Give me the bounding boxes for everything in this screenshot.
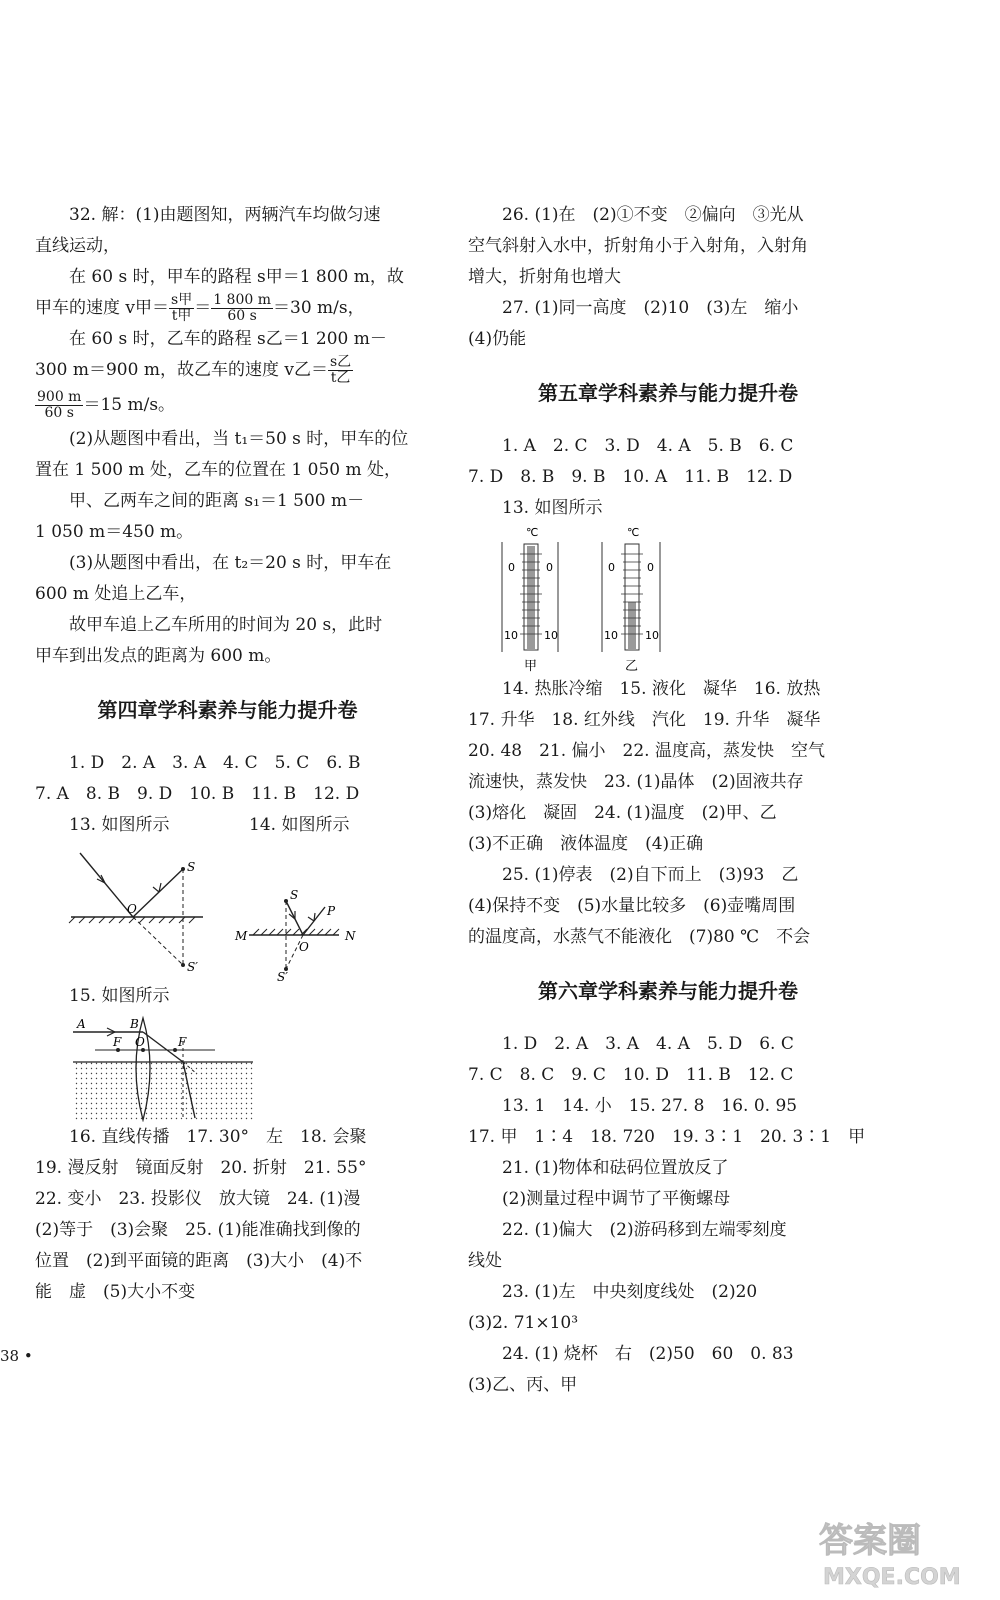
q32-line-12: (3)从题图中看出，在 t₂＝20 s 时，甲车在	[69, 553, 392, 573]
left-column	[35, 200, 420, 1308]
svg-text:P: P	[327, 904, 336, 918]
svg-text:S: S	[187, 860, 196, 874]
thermometer-jia	[502, 526, 558, 674]
fraction-s-over-t-jia: $\frac{\text{s甲}}{\text{t甲}}$	[171, 292, 193, 324]
ch4-answers-row-1: 1. D 2. A 3. A 4. C 5. C 6. B	[69, 753, 361, 773]
ch4-answers-line-6: 能 虚 (5)大小不变	[35, 1282, 196, 1302]
fraction-1800-over-60: $\frac{1 800 m}{60 s}$	[213, 292, 272, 324]
q32-line-6: 300 m＝900 m，故乙车的速度 v乙＝ $\frac{\text{s乙}}{\text{t乙}}$	[35, 354, 352, 386]
watermark-logo	[815, 1512, 985, 1592]
ch5-answers-row-1: 1. A 2. C 3. D 4. A 5. B 6. C	[502, 436, 794, 456]
q32-line-3: 在 60 s 时，甲车的路程 s甲＝1 800 m，故	[69, 267, 404, 287]
ch5-caption-13: 13. 如图所示	[502, 498, 603, 518]
thermometer-yi	[602, 526, 660, 674]
svg-text:0: 0	[508, 561, 515, 574]
q32-line-7: $\frac{900 m}{60 s}$ ＝15 m/s。	[37, 389, 176, 421]
svg-text:℃: ℃	[627, 526, 640, 539]
svg-text:乙: 乙	[625, 659, 639, 674]
q26-line-1: 26. (1)在 (2)①不变 ②偏向 ③光从	[502, 205, 804, 225]
ch6-q22-line-2: 线处	[468, 1251, 502, 1271]
ch5-answers-line-1: 14. 热胀冷缩 15. 液化 凝华 16. 放热	[502, 679, 821, 699]
svg-text:甲: 甲	[524, 659, 538, 674]
page-number: 38 •	[0, 1347, 33, 1365]
ch5-answers-line-3: 20. 48 21. 偏小 22. 温度高，蒸发快 空气	[468, 741, 825, 761]
svg-text:O: O	[127, 902, 137, 916]
ch6-answers-row-4: 17. 甲 1∶4 18. 720 19. 3∶1 20. 3∶1 甲	[468, 1127, 866, 1147]
q32-line-9: 置在 1 500 m 处，乙车的位置在 1 050 m 处，	[35, 460, 401, 480]
figure-13-reflection	[35, 841, 215, 981]
q27-line-1: 27. (1)同一高度 (2)10 (3)左 缩小	[502, 298, 799, 318]
q32-line-1: 32. 解：(1)由题图知，两辆汽车均做匀速	[69, 205, 381, 225]
ch6-q21-line-1: 21. (1)物体和砝码位置放反了	[502, 1158, 729, 1178]
svg-text:0: 0	[546, 561, 553, 574]
ch4-caption-14: 14. 如图所示	[249, 815, 350, 835]
ch6-q24-line-1: 24. (1) 烧杯 右 (2)50 60 0. 83	[502, 1344, 794, 1364]
ch6-q21-line-2: (2)测量过程中调节了平衡螺母	[502, 1189, 731, 1209]
q27-line-2: (4)仍能	[468, 329, 527, 349]
ch5-answers-line-9: 的温度高，水蒸气不能液化 (7)80 ℃ 不会	[468, 927, 811, 947]
q32-line-4: 甲车的速度 v甲＝ $\frac{\text{s甲}}{\text{t甲}}$ ＝ $\frac{1 800 m}{60 s}$ ＝30 m/s，	[35, 292, 365, 324]
figure-15-lens-refraction	[35, 1012, 265, 1122]
svg-text:B: B	[130, 1017, 139, 1031]
ch4-answers-line-5: 位置 (2)到平面镜的距离 (3)大小 (4)不	[35, 1251, 363, 1271]
svg-text:0: 0	[647, 561, 654, 574]
right-column	[468, 200, 868, 1401]
svg-text:F: F	[178, 1035, 187, 1049]
q32-line-14: 故甲车追上乙车所用的时间为 20 s，此时	[69, 615, 383, 635]
q26-line-3: 增大，折射角也增大	[468, 267, 621, 287]
q32-line-2: 直线运动，	[35, 236, 120, 256]
ch4-answers-line-2: 19. 漫反射 镜面反射 20. 折射 21. 55°	[35, 1158, 367, 1178]
q32-line-10: 甲、乙两车之间的距离 s₁＝1 500 m－	[69, 491, 365, 511]
ch5-answers-row-2: 7. D 8. B 9. B 10. A 11. B 12. D	[468, 467, 793, 487]
fraction-900-over-60: $\frac{900 m}{60 s}$	[37, 389, 82, 421]
svg-text:S′: S′	[277, 970, 288, 981]
ch5-answers-line-6: (3)不正确 液体温度 (4)正确	[468, 834, 704, 854]
q32-line-13: 600 m 处追上乙车，	[35, 584, 197, 604]
q32-line-11: 1 050 m＝450 m。	[35, 522, 194, 542]
ch4-answers-line-3: 22. 变小 23. 投影仪 放大镜 24. (1)漫	[35, 1189, 361, 1209]
svg-text:10: 10	[645, 629, 659, 642]
svg-text:N: N	[345, 929, 356, 943]
svg-text:O: O	[135, 1035, 145, 1049]
svg-text:℃: ℃	[526, 526, 539, 539]
svg-text:10: 10	[604, 629, 618, 642]
q32-line-5: 在 60 s 时，乙车的路程 s乙＝1 200 m－	[69, 329, 387, 349]
ch6-answers-row-2: 7. C 8. C 9. C 10. D 11. B 12. C	[468, 1065, 794, 1085]
svg-text:10: 10	[544, 629, 558, 642]
ch5-answers-line-2: 17. 升华 18. 红外线 汽化 19. 升华 凝华	[468, 710, 821, 730]
figure-13-thermometers	[468, 524, 708, 674]
svg-text:S: S	[290, 888, 299, 902]
ch6-answers-row-3: 13. 1 14. 小 15. 27. 8 16. 0. 95	[502, 1096, 798, 1116]
ch4-caption-15: 15. 如图所示	[69, 986, 170, 1006]
ch6-q24-line-2: (3)乙、丙、甲	[468, 1375, 578, 1395]
ch6-answers-row-1: 1. D 2. A 3. A 4. A 5. D 6. C	[502, 1034, 794, 1054]
svg-text:10: 10	[504, 629, 518, 642]
ch5-answers-line-5: (3)熔化 凝固 24. (1)温度 (2)甲、乙	[468, 803, 777, 823]
ch6-q22-line-1: 22. (1)偏大 (2)游码移到左端零刻度	[502, 1220, 787, 1240]
ch6-q23-line-1: 23. (1)左 中央刻度线处 (2)20	[502, 1282, 758, 1302]
svg-text:0: 0	[608, 561, 615, 574]
svg-text:F: F	[113, 1035, 122, 1049]
q32-line-8: (2)从题图中看出，当 t₁＝50 s 时，甲车的位	[69, 429, 409, 449]
ch6-q23-line-2: (3)2. 71×10³	[468, 1313, 579, 1333]
chapter-4-title: 第四章学科素养与能力提升卷	[97, 698, 358, 722]
chapter-6-title: 第六章学科素养与能力提升卷	[538, 979, 798, 1003]
svg-text:O: O	[299, 940, 309, 954]
svg-text:S′: S′	[187, 960, 198, 974]
svg-text:M: M	[235, 929, 248, 943]
ch4-caption-13: 13. 如图所示	[69, 815, 170, 835]
svg-text:MXQE.COM: MXQE.COM	[823, 1565, 961, 1590]
ch5-answers-line-8: (4)保持不变 (5)水量比较多 (6)壶嘴周围	[468, 896, 796, 916]
q26-line-2: 空气斜射入水中，折射角小于入射角，入射角	[468, 236, 808, 256]
ch5-answers-line-7: 25. (1)停表 (2)自下而上 (3)93 乙	[502, 865, 799, 885]
svg-text:答案圈: 答案圈	[819, 1521, 921, 1561]
chapter-5-title: 第五章学科素养与能力提升卷	[538, 381, 798, 405]
ch4-answers-line-1: 16. 直线传播 17. 30° 左 18. 会聚	[69, 1127, 367, 1147]
ch4-answers-row-2: 7. A 8. B 9. D 10. B 11. B 12. D	[35, 784, 360, 804]
ch4-answers-line-4: (2)等于 (3)会聚 25. (1)能准确找到像的	[35, 1220, 361, 1240]
figure-14-reflection	[215, 841, 415, 981]
q32-line-15: 甲车到出发点的距离为 600 m。	[35, 646, 282, 666]
fraction-s-over-t-yi: $\frac{\text{s乙}}{\text{t乙}}$	[329, 354, 352, 386]
ch5-answers-line-4: 流速快，蒸发快 23. (1)晶体 (2)固液共存	[468, 772, 804, 792]
svg-text:A: A	[77, 1017, 86, 1031]
